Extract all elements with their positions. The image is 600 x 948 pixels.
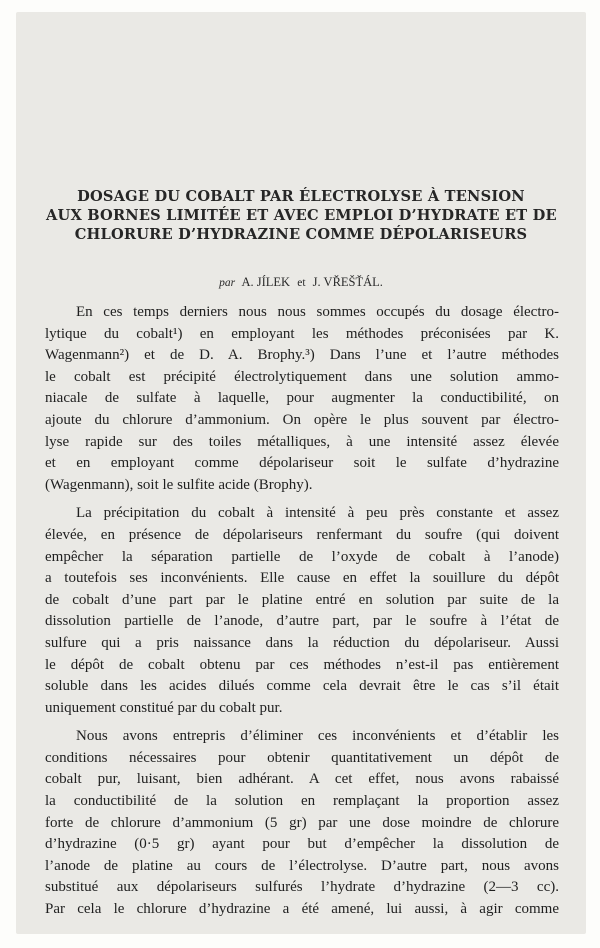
text-line: (Wagenmann), soit le sulfite acide (Brophy). [45,476,313,493]
paragraph [45,302,559,496]
text-line: La précipitation du cobalt à intensité à peu près constante et assez [76,505,559,522]
author-name: J. VŘEŠŤÁL. [312,275,383,289]
article-body [45,302,559,928]
text-line: niacale de sulfate à laquelle, pour augmenter la conductibilité, on [45,390,559,407]
article-title [46,187,556,244]
text-line: soluble dans les acides dilués comme cela devrait être le cas s’il était [45,678,559,695]
text-line: ajoute du chlorure d’ammonium. On opère le plus souvent par électro- [45,411,559,428]
text-line: l’anode de platine au cours de l’électrolyse. D’autre part, nous avons [45,857,559,874]
title-line: DOSAGE DU COBALT PAR ÉLECTROLYSE À TENSION [77,188,525,205]
paragraph [45,726,559,920]
paragraph [45,503,559,719]
text-line: dissolution partielle de l’anode, d’autre part, par le soufre à l’état de [45,613,559,630]
author-conjunction: et [297,277,306,289]
text-line: Wagenmann²) et de D. A. Brophy.³) Dans l’une et l’autre méthodes [45,347,559,364]
text-line: et en employant comme dépolariseur soit le sulfate d’hydrazine [45,455,559,472]
text-line: élevée, en présence de dépolariseurs renfermant du soufre (qui doivent [45,526,559,543]
text-line: d’hydrazine (0·5 gr) ayant pour but d’empêcher la dissolution de [45,836,559,853]
text-line: empêcher la séparation partielle de l’oxyde de cobalt à l’anode) [45,548,559,565]
text-line: conditions nécessaires pour obtenir quantitativement un dépôt de [45,749,559,766]
text-line: uniquement constitué par du cobalt pur. [45,699,283,716]
text-line: substitué aux dépolariseurs sulfurés l’hydrate d’hydrazine (2—3 cc). [45,879,559,896]
document-page [16,12,586,934]
text-line: le dépôt de cobalt obtenu par ces méthodes n’est-il pas entièrement [45,656,559,673]
author-line [46,274,556,291]
text-line: Par cela le chlorure d’hydrazine a été amené, lui aussi, à agir comme [45,901,559,918]
text-line: lytique du cobalt¹) en employant les méthodes préconisées par K. [45,325,559,342]
text-line: forte de chlorure d’ammonium (5 gr) par une dose moindre de chlorure [45,814,559,831]
author-name: A. JÍLEK [241,275,291,289]
text-line: de cobalt d’une part par le platine entré en solution par suite de la [45,591,559,608]
text-line: le cobalt est précipité électrolytiquement dans une solution ammo- [45,368,559,385]
text-line: Nous avons entrepris d’éliminer ces inconvénients et d’établir les [76,728,559,745]
title-line: AUX BORNES LIMITÉE ET AVEC EMPLOI D’HYDRATE ET DE [46,207,557,224]
text-line: sulfure qui a pris naissance dans la réduction du dépolariseur. Aussi [45,634,559,651]
title-line: CHLORURE D’HYDRAZINE COMME DÉPOLARISEURS [74,226,528,243]
text-line: a toutefois ses inconvénients. Elle cause en effet la souillure du dépôt [45,570,559,587]
text-line: En ces temps derniers nous nous sommes occupés du dosage électro- [76,304,559,320]
author-prefix: par [219,277,236,289]
text-line: cobalt pur, luisant, bien adhérant. A cet effet, nous avons rabaissé [45,771,559,788]
text-line: lyse rapide sur des toiles métalliques, à une intensité assez élevée [45,433,559,450]
text-line: la conductibilité de la solution en remplaçant la proportion assez [45,793,559,810]
